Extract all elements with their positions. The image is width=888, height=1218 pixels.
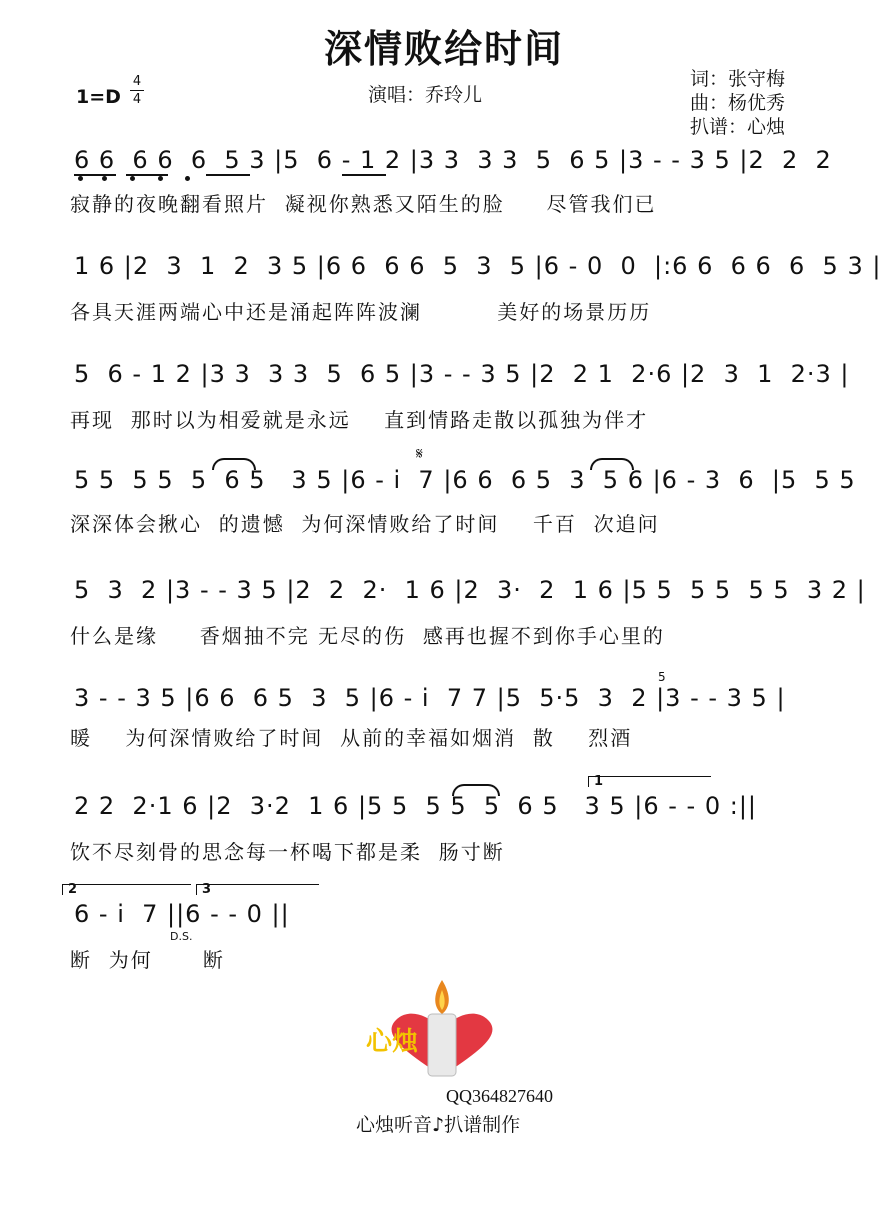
score-line-1-notes: 6 6 6 6 6 5 3 |5 6 - 1 2 |3 3 3 3 5 6 5 |3 - - 3 5 |2 2 2 <box>74 146 832 174</box>
logo-char-xin: 心烛 <box>366 1027 419 1057</box>
volta-3 <box>196 884 319 895</box>
volta-2 <box>62 884 191 895</box>
volta-3-label: 3 <box>202 882 212 897</box>
tie <box>590 458 634 470</box>
score-line-1-lyrics: 寂静的夜晚翻看照片 凝视你熟悉又陌生的脸 尽管我们已 <box>70 192 657 216</box>
beam <box>206 174 250 176</box>
tie <box>212 458 256 470</box>
score-line-4-lyrics: 深深体会揪心 的遗憾 为何深情败给了时间 千百 次追问 <box>70 512 660 536</box>
score-line-4-notes: 5 5 5 5 5 6 5 3 5 |6 - i 7 |6 6 6 5 3 5 6 |6 - 3 6 |5 5 5 <box>74 466 856 494</box>
ds-mark: D.S. <box>170 930 193 943</box>
beam <box>126 174 168 176</box>
score-line-8-notes: 6 - i 7 ||6 - - 0 || <box>74 900 290 928</box>
score-line-8-lyrics: 断 为何 断 <box>70 948 225 972</box>
low-octave-dot <box>185 176 190 181</box>
footer-credit: 心烛听音♪扒谱制作 <box>356 1114 521 1136</box>
low-octave-dot <box>102 176 107 181</box>
score-line-2-notes: 1 6 |2 3 1 2 3 5 |6 6 6 6 5 3 5 |6 - 0 0 |:6 6 6 6 6 5 3 | <box>74 252 882 280</box>
volta-1 <box>588 776 711 787</box>
logo-qq: QQ364827640 <box>446 1086 553 1106</box>
low-octave-dot <box>130 176 135 181</box>
composer: 曲：杨优秀 <box>690 92 786 114</box>
segno-icon: 𝄋 <box>416 444 423 463</box>
time-signature-top: 4 <box>132 74 142 89</box>
score-line-3-notes: 5 6 - 1 2 |3 3 3 3 5 6 5 |3 - - 3 5 |2 2 1 2·6 |2 3 1 2·3 | <box>74 360 850 388</box>
singer: 演唱：乔玲儿 <box>368 84 483 106</box>
time-signature <box>130 74 144 107</box>
score-line-3-lyrics: 再现 那时以为相爱就是永远 直到情路走散以孤独为伴才 <box>70 408 649 432</box>
beam <box>342 174 386 176</box>
score-line-2-lyrics: 各具天涯两端心中还是涌起阵阵波澜 美好的场景历历 <box>70 300 652 324</box>
score-line-6-lyrics: 暖 为何深情败给了时间 从前的幸福如烟消 散 烈酒 <box>70 726 633 750</box>
volta-2-label: 2 <box>68 882 78 897</box>
score-line-5-notes: 5 3 2 |3 - - 3 5 |2 2 2· 1 6 |2 3· 2 1 6 |5 5 5 5 5 5 3 2 | <box>74 576 866 604</box>
volta-1-label: 1 <box>594 774 604 789</box>
low-octave-dot <box>78 176 83 181</box>
candle-logo-icon <box>362 978 522 1078</box>
key-signature: 1=D <box>76 86 121 108</box>
score-line-5-lyrics: 什么是缘 香烟抽不完 无尽的伤 感再也握不到你手心里的 <box>70 624 665 648</box>
grace-note: 5 <box>658 670 666 684</box>
time-signature-bottom: 4 <box>132 92 142 107</box>
low-octave-dot <box>158 176 163 181</box>
score-line-6-notes: 3 - - 3 5 |6 6 6 5 3 5 |6 - i 7 7 |5 5·5 3 2 |3 - - 3 5 | <box>74 684 786 712</box>
song-title: 深情败给时间 <box>323 27 564 71</box>
score-line-7-notes: 2 2 2·1 6 |2 3·2 1 6 |5 5 5 5 5 6 5 3 5 |6 - - 0 :|| <box>74 792 757 820</box>
lyricist: 词：张守梅 <box>690 68 786 90</box>
transcriber: 扒谱：心烛 <box>690 116 786 138</box>
beam <box>74 174 116 176</box>
tie <box>452 784 500 796</box>
score-line-7-lyrics: 饮不尽刻骨的思念每一杯喝下都是柔 肠寸断 <box>70 840 505 864</box>
